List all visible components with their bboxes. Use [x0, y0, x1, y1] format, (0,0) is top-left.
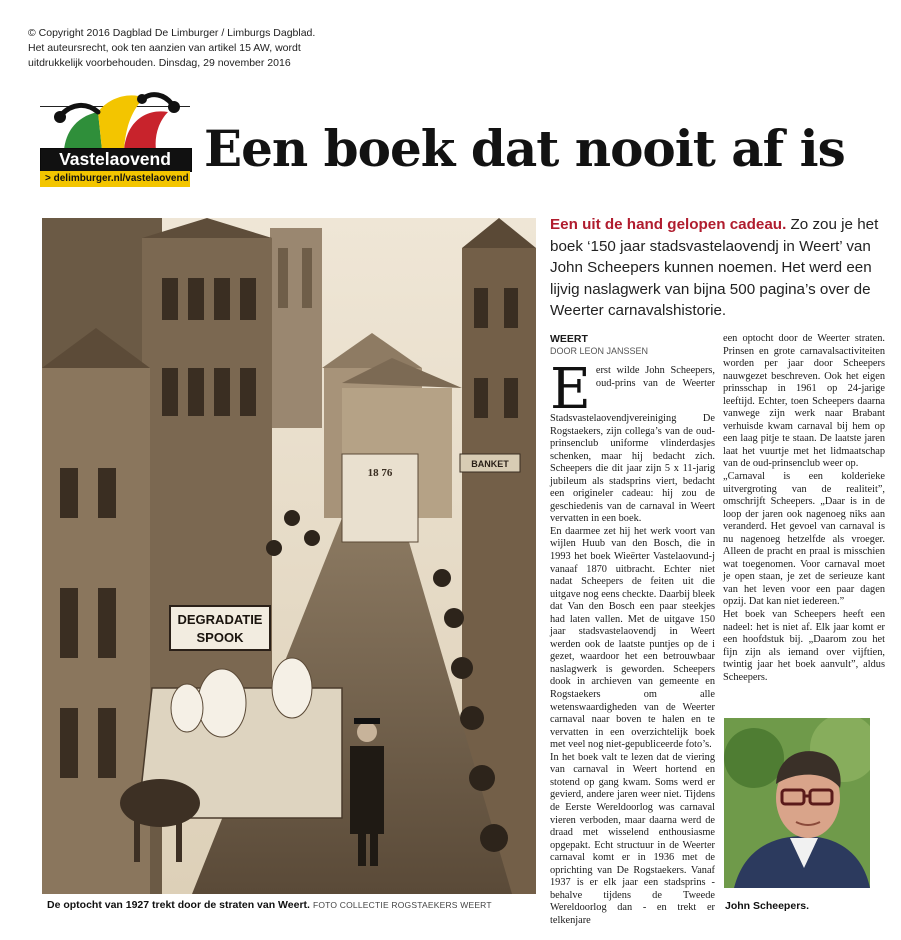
copyright-line: uitdrukkelijk voorbehouden. Dinsdag, 29 november 2016 [28, 57, 291, 69]
paragraph [550, 357, 715, 526]
paragraph: En daarmee zet hij het werk voort van wijlen Huub van den Bosch, die in 1993 het boek Wieërter Vastelaovund-j vanaaf 1870 uitbracht. Echter niet nadat Scheepers de feiten uit die uitgave nog eens checkte. Daarbij bleek dat Van den Bosch een paar steekjes had laten vallen. Met de uitgave 150 jaar stadsvastelaovendj in Weert werden ook de laatste puntjes op de i gezet, waardoor het een betrouwbaar naslagwerk is geworden. Scheepers dook in archieven van gemeente en Rogstaekers om alle wetenswaardigheden van de Weerter carnaval naar boven te halen en te vervatten in een overzichtelijk boek met veel nog niet-gepubliceerde foto’s. [550, 525, 715, 751]
paragraph: In het boek valt te lezen dat de viering van carnaval in Weert hortend en stotend op gang kwam. Soms werd er gevierd, andere jaren weer niet. Tijdens de Eerste Wereldoorlog was carnaval vieren verboden, maar daarna werd de draad met wisselend enthousiasme opgepakt. Echt structuur in de Weerter carnaval komt er in 1936 met de oprichting van De Rogstaekers. Vanaf 1937 is er elk jaar een stadsprins - behalve tijdens de Tweede Wereldoorlog dan - en trekt er telkenjare [550, 751, 715, 926]
portrait-photo [724, 718, 870, 888]
vastelaovend-logo[interactable] [40, 90, 192, 194]
article-column-1 [550, 333, 715, 927]
paragraph: „Carnaval is een kolderieke uitvergroting van de realiteit”, omschrijft Scheepers. „Daar is in de loop der jaren ook nagenoeg niks aan veranderd. Het gevoel van carnaval is nu nagenoeg hetzelfde als vroeger. Alleen de pracht en praal is misschien wat toegenomen. Voor carnaval moet je open staan, je zet de serieuze kant van het leven voor een paar dagen opzij. Dat kan niet iedereen.” [723, 471, 885, 608]
logo-url-link[interactable]: > delimburger.nl/vastelaovend [40, 171, 190, 187]
copyright-line: Het auteursrecht, ook ten aanzien van artikel 15 AW, wordt [28, 42, 301, 54]
paragraph: Het boek van Scheepers heeft een nadeel: het is niet af. Elk jaar komt er een hoofdstuk bij. „Daarom zou het fijn zijn als iemand over vijftien, twintig jaar het boek aanvult”, aldus Scheepers. [723, 609, 885, 683]
photo-credit: FOTO COLLECTIE ROGSTAEKERS WEERT [312, 900, 492, 910]
parade-photo-illustration [42, 218, 536, 894]
dateline: WEERT [550, 333, 588, 345]
parade-photo [42, 218, 536, 894]
copyright-line: © Copyright 2016 Dagblad De Limburger / Limburgs Dagblad. [28, 27, 316, 39]
photo-caption [47, 898, 547, 912]
jester-hat-icon [40, 90, 190, 152]
float-banner-line1: DEGRADATIE [177, 612, 263, 627]
headline: Een boek dat nooit af is [204, 119, 845, 178]
portrait-caption: John Scheepers. [725, 900, 810, 912]
intro-text: Zo zou je het boek ‘150 jaar stadsvastelaovendj in Weert’ van John Scheepers kunnen noemen. Het werd een lijvig naslagwerk van bijna 500 pagina’s over de Weerter carnavalshistorie. [550, 216, 879, 319]
shop-sign: BANKET [471, 459, 509, 469]
paragraph-text: erst wilde John Scheepers, oud-prins van de Weerter Stadsvastelaovendjvereiniging De Rogstaekers, zijn collega’s van de oud-prinsenclub uniforme vlinderdasjes schenken, maar hij bedacht zich. Scheepers die dit jaar zijn 5 x 11-jarig jubileum als stadsprins viert, bedacht een origineler cadeau: hij zou de geschiedenis van de carnaval in Weert vervatten in een boek. [550, 365, 715, 525]
portrait-illustration [724, 718, 870, 888]
photo-caption-text: De optocht van 1927 trekt door de straten van Weert. [47, 899, 310, 911]
copyright-notice [28, 26, 348, 71]
paragraph: een optocht door de Weerter straten. Prinsen en grote carnavalsactiviteiten worden per jaar door Scheepers nauwgezet beschreven. Ook het eigen prinsschap in 1961 op 24-jarige leeftijd. Echter, toen Scheepers daarna vanwege zijn werk naar Brabant verhuisde kwam carnaval bij hem op een laag pitje te staan. De laatste jaren laat het vuurtje met het lidmaatschap van de oud-prinsenclub weer op. [723, 333, 885, 470]
drop-cap: E [550, 357, 591, 422]
float-year: 18 76 [367, 467, 393, 479]
byline: DOOR LEON JANSSEN [550, 346, 649, 356]
float-banner-line2: SPOOK [196, 630, 244, 645]
article-intro [550, 214, 885, 322]
article-column-2 [723, 333, 885, 684]
logo-wordmark: Vastelaovend [59, 149, 171, 169]
intro-lead: Een uit de hand gelopen cadeau. [550, 216, 787, 233]
